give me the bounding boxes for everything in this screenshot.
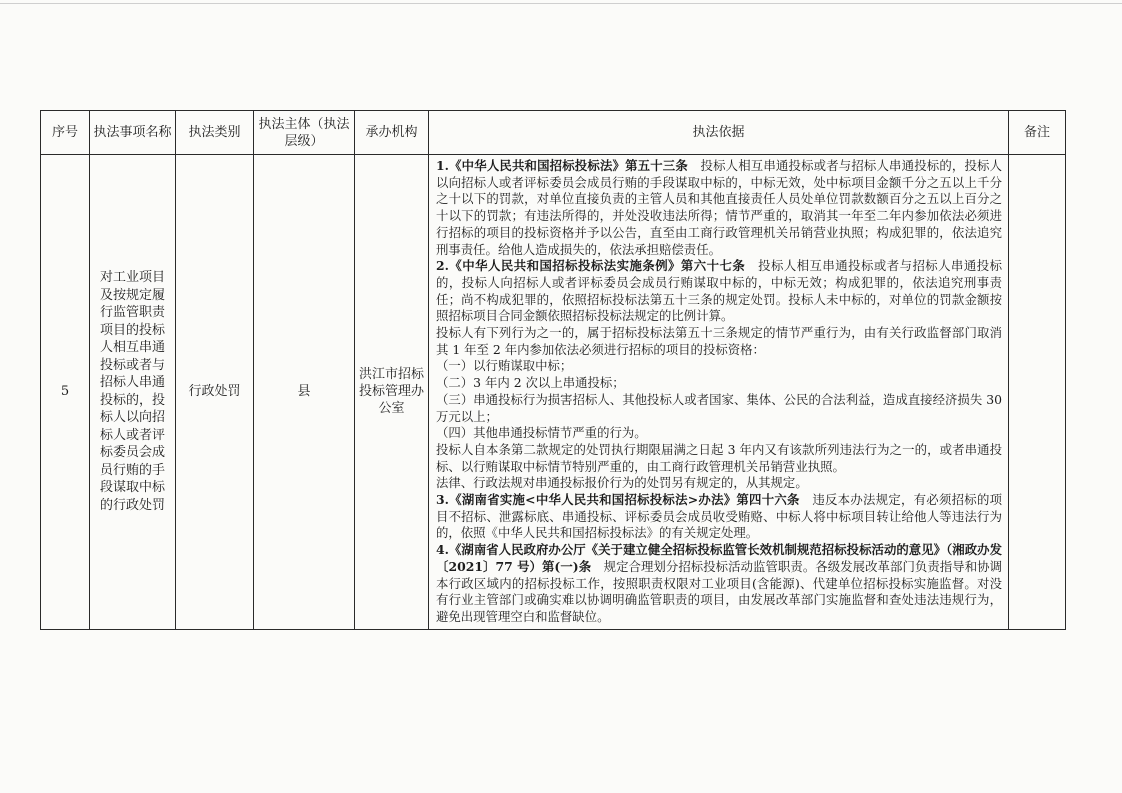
header-row (41, 111, 1066, 155)
basis-2-text: 投标人相互串通投标或者与招标人串通投标的，投标人向招标人或者评标委员会成员行贿谋取中标的，中标无效；构成犯罪的，依法追究刑事责任；尚不构成犯罪的，依照招标投标法第五十三条的规定处罚。投标人未中标的，对单位的罚款金额按照招标项目合同金额依照招标投标法规定的比例计算。 (436, 258, 1003, 324)
basis-3-text: 违反本办法规定，有必须招标的项目不招标、泄露标底、串通投标、评标委员会成员收受贿赂、中标人将中标项目转让给他人等违法行为的，依照《中华人民共和国招标投标法》的有关规定处理。 (436, 492, 1003, 541)
header-agency: 承办机构 (355, 111, 429, 155)
basis-section-1 (436, 158, 1002, 258)
basis-section-3 (436, 492, 1002, 542)
row-subject: 县 (254, 155, 355, 630)
basis-1-title: 1.《中华人民共和国招标投标法》第五十三条 (436, 158, 688, 173)
basis-4-text: 规定合理划分招标投标活动监管职责。各级发展改革部门负责指导和协调本行政区域内的招标投标工作，按照职责权限对工业项目(含能源)、代建单位招标投标实施监督。对没有行业主管部门或确实难以协调明确监管职责的项目，由发展改革部门实施监督和查处违法违规行为，避免出现管理空白和监督缺位。 (436, 558, 1002, 624)
basis-1-text: 投标人相互串通投标或者与招标人串通投标的，投标人以向招标人或者评标委员会成员行贿的手段谋取中标的，中标无效，处中标项目金额千分之五以上千分之十以下的罚款，对单位直接负责的主管人员和其他直接责任人员处单位罚款数额百分之五以上百分之十以下的罚款；有违法所得的，并处没收违法所得；情节严重的，取消其一年至二年内参加依法必须进行招标的项目的投标资格并予以公告，直至由工商行政管理机关吊销营业执照；构成犯罪的，依法追究刑事责任。给他人造成损失的，依法承担赔偿责任。 (436, 158, 1002, 257)
basis-2-paragraph-2: 投标人有下列行为之一的，属于招标投标法第五十三条规定的情节严重行为，由有关行政监督部门取消其 1 年至 2 年内参加依法必须进行招标的项目的投标资格： (436, 325, 1002, 357)
basis-2-paragraph-3: 投标人自本条第二款规定的处罚执行期限届满之日起 3 年内又有该款所列违法行为之一的，或者串通投标、以行贿谋取中标情节特别严重的，由工商行政管理机关吊销营业执照。 (436, 441, 1002, 474)
row-category: 行政处罚 (176, 155, 254, 630)
row-basis (429, 155, 1009, 630)
header-basis: 执法依据 (429, 111, 1009, 155)
basis-2-item-4: （四）其他串通投标情节严重的行为。 (436, 425, 647, 441)
basis-2-item-3: （三）串通投标行为损害招标人、其他投标人或者国家、集体、公民的合法利益，造成直接经济损失 30 万元以上； (436, 391, 1002, 424)
row-agency: 洪江市招标投标管理办公室 (355, 155, 429, 630)
basis-4-title: 4.《湖南省人民政府办公厅《关于建立健全招标投标监管长效机制规范招标投标活动的意见》（湘政办发〔2021〕77 号）第(一)条 (436, 542, 1002, 574)
header-remark: 备注 (1009, 111, 1066, 155)
enforcement-table (40, 110, 1066, 630)
row-remark (1009, 155, 1066, 630)
basis-2-item-2: （二）3 年内 2 次以上串通投标； (436, 375, 625, 391)
basis-3-title: 3.《湖南省实施<中华人民共和国招标投标法>办法》第四十六条 (436, 492, 800, 508)
basis-2-title: 2.《中华人民共和国招标投标法实施条例》第六十七条 (436, 258, 746, 274)
basis-2-item-1: （一）以行贿谋取中标； (436, 358, 573, 374)
header-seq: 序号 (41, 111, 90, 155)
page-top-edge (0, 3, 1122, 4)
basis-section-2 (436, 258, 1002, 325)
header-category: 执法类别 (176, 111, 254, 155)
header-matter: 执法事项名称 (90, 111, 176, 155)
header-subject: 执法主体（执法层级） (254, 111, 355, 155)
table-row (41, 155, 1066, 630)
basis-2-paragraph-4: 法律、行政法规对串通投标报价行为的处罚另有规定的，从其规定。 (436, 475, 808, 491)
basis-section-4 (436, 542, 1002, 626)
row-matter: 对工业项目及按规定履行监管职责项目的投标人相互串通投标或者与招标人串通投标的，投标人以向招标人或者评标委员会成员行贿的手段谋取中标的行政处罚 (90, 155, 176, 630)
row-seq: 5 (41, 155, 90, 630)
